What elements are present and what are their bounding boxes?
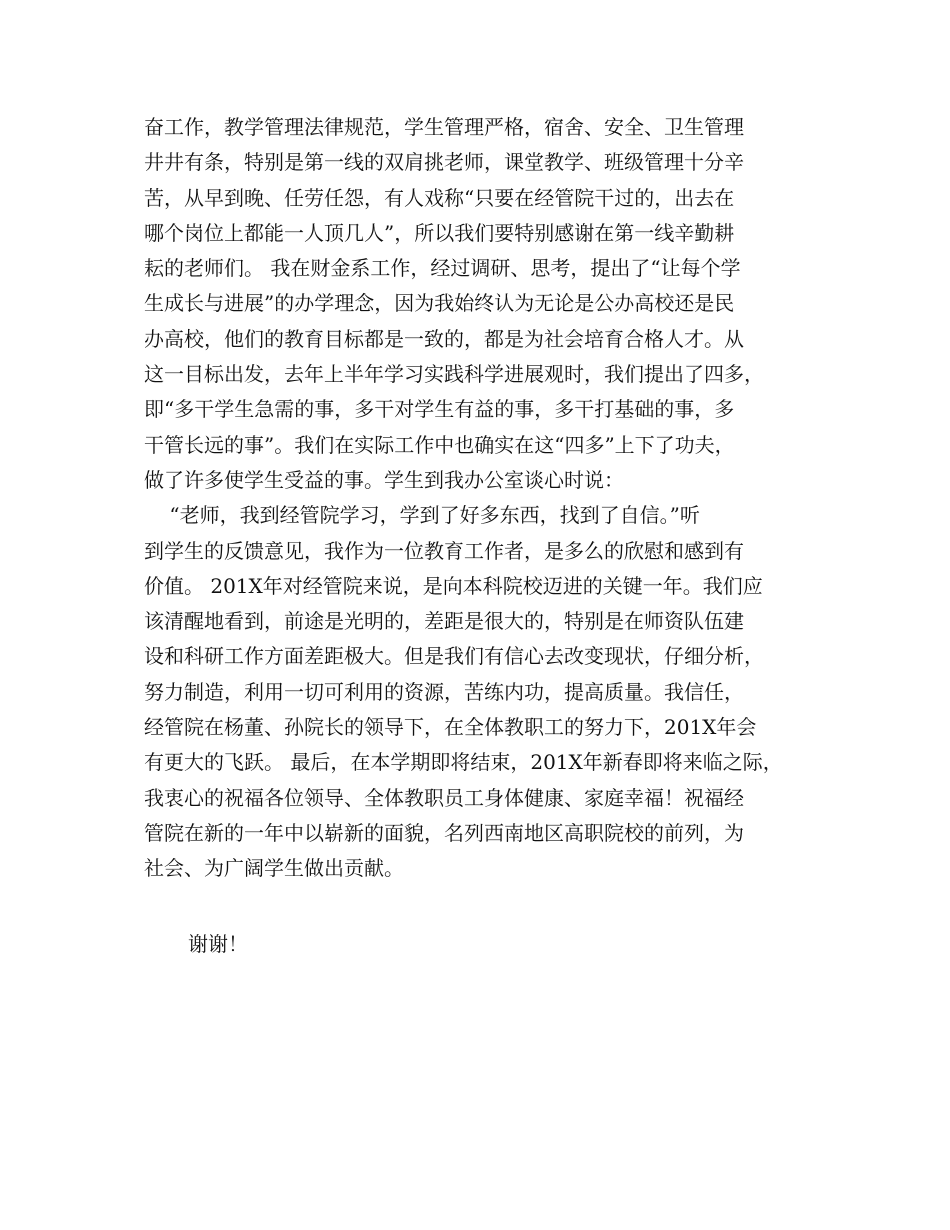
text-line: 干管长远的事”。我们在实际工作中也确实在这“四多”上下了功夫，: [144, 432, 735, 457]
text-line: 井井有条，特别是第一线的双肩挑老师，课堂教学、班级管理十分辛: [144, 150, 744, 175]
text-line: 即“多干学生急需的事，多干对学生有益的事，多干打基础的事，多: [144, 397, 735, 422]
text-line: 做了许多使学生受益的事。学生到我办公室谈心时说：: [144, 467, 624, 492]
text-line: 这一目标出发，去年上半年学习实践科学进展观时，我们提出了四多，: [144, 362, 764, 387]
text-line: 价值。 201X年对经管院来说，是向本科院校迈进的关键一年。我们应: [144, 573, 763, 598]
text-line: 苦，从早到晚、任劳任怨，有人戏称“只要在经管院干过的，出去在: [144, 185, 735, 210]
text-line: 生成长与进展”的办学理念，因为我始终认为无论是公办高校还是民: [144, 291, 735, 316]
text-line: 该清醒地看到，前途是光明的，差距是很大的，特别是在师资队伍建: [144, 609, 744, 634]
text-line: 到学生的反馈意见，我作为一位教育工作者，是多么的欣慰和感到有: [144, 538, 744, 563]
text-line: 有更大的飞跃。 最后，在本学期即将结束，201X年新春即将来临之际，: [144, 750, 783, 775]
text-line: “老师，我到经管院学习，学到了好多东西，找到了自信。”听: [144, 503, 700, 528]
closing-thanks: 谢谢！: [188, 932, 248, 956]
text-line: 我衷心的祝福各位领导、全体教职员工身体健康、家庭幸福！祝福经: [144, 785, 744, 810]
text-line: 设和科研工作方面差距极大。但是我们有信心去改变现状，仔细分析，: [144, 644, 764, 669]
text-line: 耘的老师们。 我在财金系工作，经过调研、思考，提出了“让每个学: [144, 256, 741, 281]
text-line: 管院在新的一年中以崭新的面貌，名列西南地区高职院校的前列，为: [144, 820, 744, 845]
text-line: 经管院在杨董、孙院长的领导下，在全体教职工的努力下，201X年会: [144, 715, 757, 740]
text-line: 社会、为广阔学生做出贡献。: [144, 856, 404, 881]
text-line: 努力制造，利用一切可利用的资源，苦练内功，提高质量。我信任，: [144, 679, 744, 704]
text-line: 办高校，他们的教育目标都是一致的，都是为社会培育合格人才。从: [144, 326, 744, 351]
text-line: 奋工作，教学管理法律规范，学生管理严格，宿舍、安全、卫生管理: [144, 115, 744, 139]
text-line: 哪个岗位上都能一人顶几人”，所以我们要特别感谢在第一线辛勤耕: [144, 220, 735, 245]
body-text: [144, 110, 844, 887]
